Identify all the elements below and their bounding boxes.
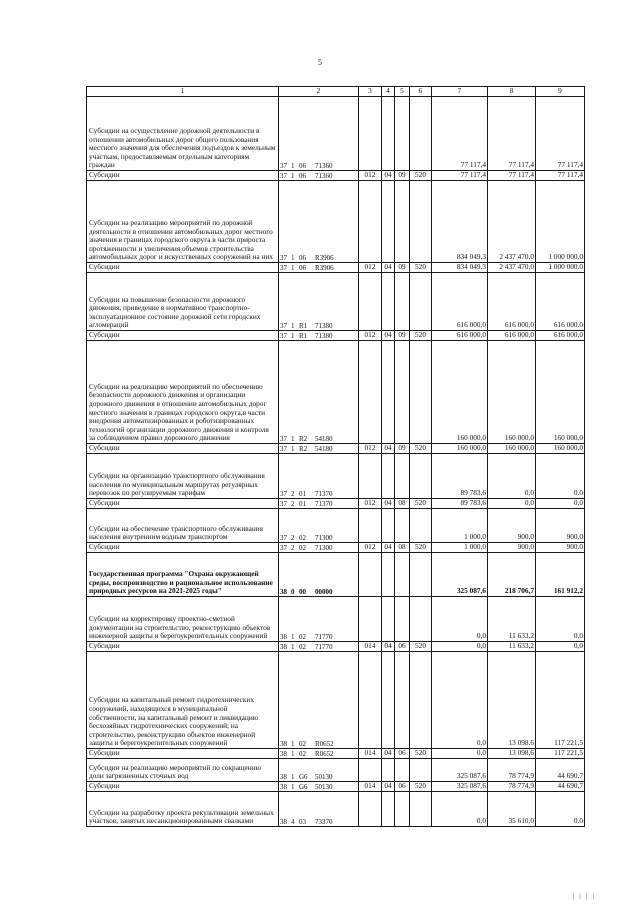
table-row	[87, 759, 585, 782]
row-col-6: 520	[410, 499, 432, 509]
code-part: 71300	[315, 533, 333, 542]
row-col-5	[395, 597, 410, 642]
code-part: 38	[280, 642, 287, 651]
code-part: 37	[280, 171, 287, 180]
code-part: 71380	[315, 331, 333, 340]
row-col-5: 09	[395, 331, 410, 341]
row-col-6	[410, 273, 432, 331]
row-amount-col-8: 0,0	[488, 454, 536, 499]
code-part: 00000	[315, 587, 333, 596]
table-row	[87, 642, 585, 652]
row-amount-col-7: 834 049,3	[432, 263, 488, 273]
row-col-6	[410, 181, 432, 263]
code-part: G6	[299, 782, 308, 791]
row-col-3	[359, 652, 382, 749]
row-name: Субсидии	[87, 171, 279, 181]
row-amount-col-7: 616 000,0	[432, 273, 488, 331]
row-name: Субсидии на корректировку проектно-сметной документации на строительство, реконструкцию объектов инженерной защиты и берегоукрепительных сооружений	[87, 597, 279, 642]
row-col-4	[382, 509, 395, 543]
row-amount-col-9: 1 000 000,0	[536, 181, 585, 263]
table-row	[87, 792, 585, 827]
row-name: Субсидии на разработку проекта рекультивации земельных участков, занятых несанкционированными свалками	[87, 792, 279, 827]
row-amount-col-7: 616 000,0	[432, 331, 488, 341]
row-col-3: 014	[359, 749, 382, 759]
code-part: R0652	[315, 749, 334, 758]
row-amount-col-7: 0,0	[432, 652, 488, 749]
row-classification-code	[279, 263, 359, 273]
code-part: 71370	[315, 499, 333, 508]
row-amount-col-9: 1 000 000,0	[536, 263, 585, 273]
row-name: Субсидии на организацию транспортного обслуживания населения по муниципальным маршрутах регулярных перевозок по регулируемым тарифам	[87, 454, 279, 499]
row-col-6: 520	[410, 782, 432, 792]
row-name: Субсидии на повышение безопасности дорожного движения, приведение в нормативное транспортно-эксплуатационное состояние дорожной сети городских агломераций	[87, 273, 279, 331]
table-row	[87, 181, 585, 263]
row-classification-code	[279, 543, 359, 553]
code-part: 1	[291, 739, 295, 748]
row-col-5	[395, 759, 410, 782]
row-col-6	[410, 759, 432, 782]
row-col-3	[359, 759, 382, 782]
row-amount-col-9: 160 000,0	[536, 341, 585, 444]
code-part: 4	[291, 817, 295, 826]
code-part: 1	[291, 321, 295, 330]
row-amount-col-8: 13 098,6	[488, 749, 536, 759]
row-col-3: 012	[359, 499, 382, 509]
row-amount-col-7: 1 000,0	[432, 509, 488, 543]
row-col-5: 06	[395, 749, 410, 759]
row-name: Субсидии	[87, 499, 279, 509]
code-part: 38	[280, 782, 287, 791]
code-part: 54180	[315, 444, 333, 453]
row-col-5	[395, 181, 410, 263]
code-part: 1	[291, 331, 295, 340]
row-col-5: 09	[395, 263, 410, 273]
row-col-5	[395, 97, 410, 171]
row-name: Субсидии	[87, 331, 279, 341]
row-amount-col-8: 78 774,9	[488, 782, 536, 792]
row-amount-col-8: 218 706,7	[488, 553, 536, 597]
code-part: 38	[280, 587, 287, 596]
code-part: 71360	[315, 171, 333, 180]
code-part: 02	[299, 543, 306, 552]
code-part: 02	[299, 749, 306, 758]
code-part: 71770	[315, 632, 333, 641]
code-part: 71300	[315, 543, 333, 552]
row-amount-col-9: 117 221,5	[536, 749, 585, 759]
row-col-3: 012	[359, 171, 382, 181]
row-col-3: 012	[359, 444, 382, 454]
row-col-6	[410, 341, 432, 444]
table-row	[87, 331, 585, 341]
row-amount-col-8: 616 000,0	[488, 331, 536, 341]
row-name: Субсидии	[87, 642, 279, 652]
row-classification-code	[279, 792, 359, 827]
code-part: 38	[280, 817, 287, 826]
code-part: 37	[280, 499, 287, 508]
code-part: 1	[291, 749, 295, 758]
row-classification-code	[279, 181, 359, 263]
code-part: 1	[291, 772, 295, 781]
row-col-3: 012	[359, 263, 382, 273]
row-col-5: 06	[395, 642, 410, 652]
row-col-5: 09	[395, 444, 410, 454]
row-col-6	[410, 509, 432, 543]
row-col-6	[410, 792, 432, 827]
row-col-6	[410, 553, 432, 597]
code-part: 02	[299, 533, 306, 542]
row-col-4: 04	[382, 171, 395, 181]
row-col-6: 520	[410, 171, 432, 181]
row-col-3: 014	[359, 642, 382, 652]
row-name: Субсидии на реализацию мероприятий по дорожной деятельности в отношении автомобильных дорог местного значения в границах городского округа в части прироста протяженности и увеличения объемов строительства автомобильных дорог и искусственных сооружений на них	[87, 181, 279, 263]
code-part: 37	[280, 253, 287, 262]
row-name: Субсидии	[87, 749, 279, 759]
code-part: 1	[291, 161, 295, 170]
code-part: 1	[291, 642, 295, 651]
code-part: 1	[291, 263, 295, 272]
row-col-5	[395, 553, 410, 597]
code-part: 06	[299, 171, 306, 180]
code-part: R2	[299, 444, 308, 453]
row-classification-code	[279, 331, 359, 341]
row-amount-col-9: 44 690,7	[536, 782, 585, 792]
code-part: 37	[280, 489, 287, 498]
row-name: Субсидии на реализацию мероприятий по обеспечению безопасности дорожного движения и организации дорожного движения в отношении автомобильных дорог местного значения в границах городского округа,в части внедрения автоматизированных и роботизированных технологий организации дорожного движения и контроля за соблюдением правил дорожного движения	[87, 341, 279, 444]
row-name: Субсидии на капитальный ремонт гидротехнических сооружений, находящихся в муниципальной собственности, на капитальный ремонт и ликвидацию бесхозяйных гидротехнических сооружений; на строительство, реконструкцию объектов инженерной защиты и берегоукрепительных сооружений	[87, 652, 279, 749]
row-amount-col-7: 77 117,4	[432, 171, 488, 181]
code-part: 01	[299, 499, 306, 508]
row-col-4	[382, 652, 395, 749]
row-amount-col-7: 89 783,6	[432, 454, 488, 499]
row-col-3: 014	[359, 782, 382, 792]
row-col-4: 04	[382, 782, 395, 792]
row-classification-code	[279, 553, 359, 597]
row-col-5	[395, 792, 410, 827]
row-amount-col-8: 11 633,2	[488, 597, 536, 642]
table-row	[87, 454, 585, 499]
row-amount-col-9: 0,0	[536, 642, 585, 652]
row-name: Субсидии	[87, 444, 279, 454]
row-classification-code	[279, 341, 359, 444]
row-name: Субсидии	[87, 782, 279, 792]
code-part: R0652	[315, 739, 334, 748]
row-amount-col-7: 77 117,4	[432, 97, 488, 171]
row-col-3: 012	[359, 331, 382, 341]
row-classification-code	[279, 642, 359, 652]
page-number: 5	[318, 58, 322, 67]
header-col-9: 9	[536, 87, 585, 97]
table-row	[87, 263, 585, 273]
code-part: 71370	[315, 489, 333, 498]
row-col-5	[395, 652, 410, 749]
row-col-4	[382, 181, 395, 263]
row-amount-col-8: 2 437 470,0	[488, 181, 536, 263]
row-classification-code	[279, 509, 359, 543]
row-col-4: 04	[382, 642, 395, 652]
row-col-3	[359, 341, 382, 444]
row-amount-col-7: 834 049,3	[432, 181, 488, 263]
row-amount-col-7: 0,0	[432, 792, 488, 827]
code-part: 73370	[315, 817, 333, 826]
row-classification-code	[279, 444, 359, 454]
row-col-4: 04	[382, 543, 395, 553]
table-row	[87, 171, 585, 181]
header-col-8: 8	[488, 87, 536, 97]
row-col-5	[395, 509, 410, 543]
row-col-4	[382, 341, 395, 444]
row-col-4	[382, 454, 395, 499]
code-part: 01	[299, 489, 306, 498]
code-part: 38	[280, 739, 287, 748]
table-row	[87, 749, 585, 759]
row-amount-col-7: 325 087,6	[432, 553, 488, 597]
header-row	[87, 87, 585, 97]
row-col-5	[395, 273, 410, 331]
row-amount-col-8: 11 633,2	[488, 642, 536, 652]
row-classification-code	[279, 652, 359, 749]
row-col-3	[359, 273, 382, 331]
row-col-3	[359, 597, 382, 642]
row-amount-col-7: 160 000,0	[432, 341, 488, 444]
code-part: 37	[280, 161, 287, 170]
row-amount-col-9: 900,0	[536, 543, 585, 553]
table-row	[87, 444, 585, 454]
row-col-5: 06	[395, 782, 410, 792]
code-part: R3906	[315, 263, 334, 272]
code-part: 2	[291, 489, 295, 498]
row-amount-col-8: 13 098,6	[488, 652, 536, 749]
code-part: 00	[299, 587, 306, 596]
table-row	[87, 341, 585, 444]
row-amount-col-7: 0,0	[432, 642, 488, 652]
code-part: R1	[299, 331, 308, 340]
row-name: Субсидии на осуществление дорожной деятельности в отношении автомобильных дорог общего пользования местного значения для обеспечения подъездов к земельным участкам, предоставляемым отдельным категориям граждан	[87, 97, 279, 171]
row-amount-col-7: 89 783,6	[432, 499, 488, 509]
code-part: 38	[280, 632, 287, 641]
code-part: 38	[280, 772, 287, 781]
row-col-5: 09	[395, 171, 410, 181]
code-part: 0	[291, 587, 295, 596]
table-row	[87, 273, 585, 331]
row-amount-col-9: 900,0	[536, 509, 585, 543]
row-amount-col-9: 160 000,0	[536, 444, 585, 454]
code-part: G6	[299, 772, 308, 781]
row-col-4: 04	[382, 263, 395, 273]
code-part: 1	[291, 434, 295, 443]
row-amount-col-7: 325 087,6	[432, 759, 488, 782]
row-col-4: 04	[382, 444, 395, 454]
row-amount-col-7: 0,0	[432, 749, 488, 759]
table-row	[87, 509, 585, 543]
row-col-5: 08	[395, 543, 410, 553]
row-col-6: 520	[410, 543, 432, 553]
header-col-2: 2	[279, 87, 359, 97]
row-col-4	[382, 273, 395, 331]
code-part: R3906	[315, 253, 334, 262]
row-col-3	[359, 553, 382, 597]
code-part: 38	[280, 749, 287, 758]
row-col-3	[359, 181, 382, 263]
row-col-5: 08	[395, 499, 410, 509]
row-amount-col-8: 77 117,4	[488, 171, 536, 181]
row-col-4	[382, 597, 395, 642]
code-part: 37	[280, 543, 287, 552]
row-classification-code	[279, 171, 359, 181]
header-col-1: 1	[87, 87, 279, 97]
row-col-3	[359, 454, 382, 499]
row-amount-col-9: 0,0	[536, 499, 585, 509]
code-part: 2	[291, 499, 295, 508]
code-part: 37	[280, 434, 287, 443]
row-amount-col-9: 616 000,0	[536, 273, 585, 331]
row-col-5	[395, 341, 410, 444]
code-part: 1	[291, 782, 295, 791]
table-row	[87, 782, 585, 792]
code-part: 2	[291, 533, 295, 542]
row-classification-code	[279, 499, 359, 509]
row-amount-col-9: 616 000,0	[536, 331, 585, 341]
row-col-3	[359, 509, 382, 543]
row-col-6: 520	[410, 749, 432, 759]
row-amount-col-9: 0,0	[536, 454, 585, 499]
row-amount-col-8: 160 000,0	[488, 444, 536, 454]
row-name: Субсидии	[87, 263, 279, 273]
row-col-4	[382, 553, 395, 597]
code-part: 02	[299, 632, 306, 641]
header-col-6: 6	[410, 87, 432, 97]
row-col-4	[382, 97, 395, 171]
row-name: Субсидии на обеспечение транспортного обслуживания населения внутренним водным транспортом	[87, 509, 279, 543]
row-amount-col-8: 900,0	[488, 543, 536, 553]
code-part: R1	[299, 321, 308, 330]
code-part: 02	[299, 739, 306, 748]
code-part: 06	[299, 263, 306, 272]
code-part: 37	[280, 331, 287, 340]
table-row	[87, 499, 585, 509]
row-amount-col-8: 77 117,4	[488, 97, 536, 171]
row-amount-col-8: 35 610,0	[488, 792, 536, 827]
code-part: R2	[299, 434, 308, 443]
table-row	[87, 553, 585, 597]
header-col-7: 7	[432, 87, 488, 97]
code-part: 37	[280, 263, 287, 272]
code-part: 03	[299, 817, 306, 826]
row-col-6: 520	[410, 444, 432, 454]
header-col-5: 5	[395, 87, 410, 97]
code-part: 50130	[315, 772, 333, 781]
row-col-6	[410, 652, 432, 749]
row-name: Субсидии	[87, 543, 279, 553]
row-col-6	[410, 97, 432, 171]
row-col-3	[359, 792, 382, 827]
code-part: 1	[291, 632, 295, 641]
row-col-4: 04	[382, 499, 395, 509]
row-classification-code	[279, 749, 359, 759]
code-part: 2	[291, 543, 295, 552]
row-classification-code	[279, 454, 359, 499]
code-part: 50130	[315, 782, 333, 791]
row-col-4	[382, 759, 395, 782]
row-name: Субсидии на реализацию мероприятий по сокращению доли загрязненных сточных вод	[87, 759, 279, 782]
table-row	[87, 543, 585, 553]
table-row	[87, 597, 585, 642]
code-part: 1	[291, 444, 295, 453]
table-row	[87, 652, 585, 749]
row-amount-col-7: 160 000,0	[432, 444, 488, 454]
row-amount-col-8: 160 000,0	[488, 341, 536, 444]
code-part: 1	[291, 253, 295, 262]
page-footer-mark: | | | |	[572, 894, 596, 900]
row-amount-col-8: 0,0	[488, 499, 536, 509]
row-amount-col-7: 0,0	[432, 597, 488, 642]
row-amount-col-9: 161 912,2	[536, 553, 585, 597]
row-classification-code	[279, 782, 359, 792]
row-amount-col-7: 325 087,6	[432, 782, 488, 792]
code-part: 37	[280, 533, 287, 542]
row-amount-col-8: 900,0	[488, 509, 536, 543]
row-classification-code	[279, 759, 359, 782]
row-col-6	[410, 454, 432, 499]
row-amount-col-9: 77 117,4	[536, 97, 585, 171]
row-col-6: 520	[410, 331, 432, 341]
code-part: 06	[299, 253, 306, 262]
header-col-4: 4	[382, 87, 395, 97]
row-amount-col-9: 77 117,4	[536, 171, 585, 181]
row-classification-code	[279, 597, 359, 642]
code-part: 54180	[315, 434, 333, 443]
row-name: Государственная программа "Охрана окружающей среды, воспроизводство и рациональное использование природных ресурсов на 2021-2025 годы"	[87, 553, 279, 597]
row-classification-code	[279, 97, 359, 171]
row-col-6: 520	[410, 642, 432, 652]
row-amount-col-8: 2 437 470,0	[488, 263, 536, 273]
table-row	[87, 97, 585, 171]
code-part: 37	[280, 321, 287, 330]
code-part: 37	[280, 444, 287, 453]
row-amount-col-9: 44 690,7	[536, 759, 585, 782]
code-part: 06	[299, 161, 306, 170]
row-col-4	[382, 792, 395, 827]
row-col-6: 520	[410, 263, 432, 273]
row-amount-col-8: 616 000,0	[488, 273, 536, 331]
row-col-5	[395, 454, 410, 499]
row-amount-col-9: 0,0	[536, 597, 585, 642]
code-part: 1	[291, 171, 295, 180]
code-part: 71770	[315, 642, 333, 651]
row-col-3	[359, 97, 382, 171]
code-part: 02	[299, 642, 306, 651]
row-col-4: 04	[382, 749, 395, 759]
row-col-6	[410, 597, 432, 642]
code-part: 71380	[315, 321, 333, 330]
header-col-3: 3	[359, 87, 382, 97]
budget-table	[86, 86, 585, 827]
row-col-4: 04	[382, 331, 395, 341]
row-amount-col-9: 117 221,5	[536, 652, 585, 749]
row-amount-col-7: 1 000,0	[432, 543, 488, 553]
code-part: 71360	[315, 161, 333, 170]
row-classification-code	[279, 273, 359, 331]
row-amount-col-9: 0,0	[536, 792, 585, 827]
row-col-3: 012	[359, 543, 382, 553]
row-amount-col-8: 78 774,9	[488, 759, 536, 782]
